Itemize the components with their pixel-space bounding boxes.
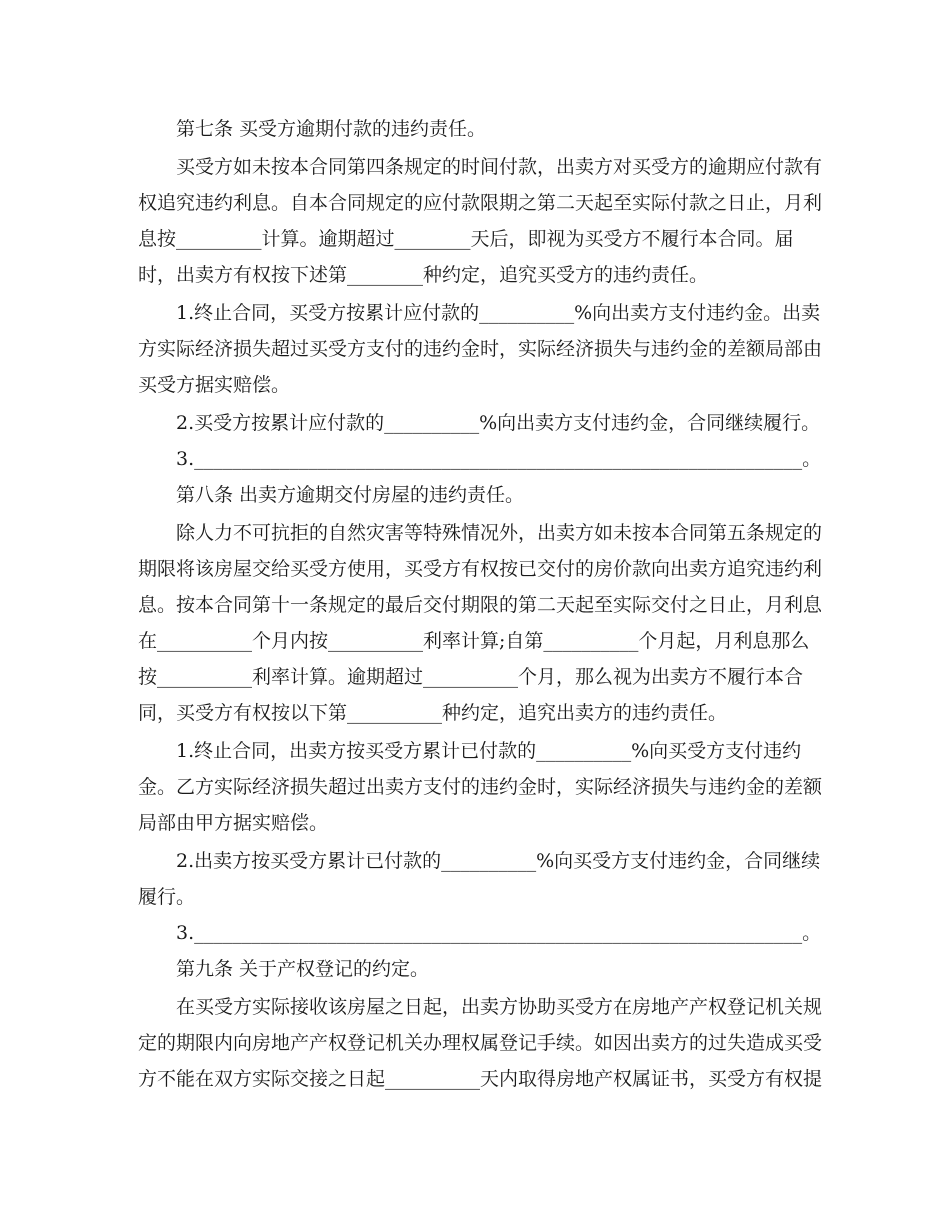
article-8-para-1-line-2: 期限将该房屋交给买受方使用，买受方有权按已交付的房价款向出卖方追究违约利 xyxy=(138,558,823,580)
article-8-item-3: 3.________________________________________________________________。 xyxy=(176,922,822,944)
article-8-heading: 第八条 出卖方逾期交付房屋的违约责任。 xyxy=(176,484,525,506)
article-7-heading: 第七条 买受方逾期付款的违约责任。 xyxy=(176,118,487,140)
article-9-para-1-line-2: 定的期限内向房地产产权登记机关办理权属登记手续。如因出卖方的过失造成买受 xyxy=(138,1032,823,1054)
article-7-para-1-line-4: 时，出卖方有权按下述第________种约定，追究买受方的违约责任。 xyxy=(138,264,709,286)
article-9-heading: 第九条 关于产权登记的约定。 xyxy=(176,958,430,980)
article-7-item-1-line-1: 1.终止合同，买受方按累计应付款的__________%向出卖方支付违约金。出卖 xyxy=(176,302,821,324)
article-8-item-1-line-2: 金。乙方实际经济损失超过出卖方支付的违约金时，实际经济损失与违约金的差额 xyxy=(138,776,823,798)
article-8-para-1-line-6: 同，买受方有权按以下第__________种约定，追究出卖方的违约责任。 xyxy=(138,702,728,724)
article-9-para-1-line-3: 方不能在双方实际交接之日起__________天内取得房地产权属证书，买受方有权提 xyxy=(138,1068,823,1090)
article-8-para-1-line-4: 在__________个月内按__________利率计算;自第__________个月起，月利息那么 xyxy=(138,630,810,652)
article-7-item-1-line-2: 方实际经济损失超过买受方支付的违约金时，实际经济损失与违约金的差额局部由 xyxy=(138,338,823,360)
article-7-para-1-line-2: 权追究违约利息。自本合同规定的应付款限期之第二天起至实际付款之日止，月利 xyxy=(138,192,823,214)
article-9-para-1-line-1: 在买受方实际接收该房屋之日起，出卖方协助买受方在房地产产权登记机关规 xyxy=(176,996,823,1018)
article-7-item-3: 3.________________________________________________________________。 xyxy=(176,448,822,470)
article-8-item-2-line-1: 2.出卖方按买受方累计已付款的__________%向买受方支付违约金，合同继续 xyxy=(176,850,821,872)
article-8-para-1-line-5: 按__________利率计算。逾期超过__________个月，那么视为出卖方不履行本合 xyxy=(138,666,804,688)
article-7-para-1-line-1: 买受方如未按本合同第四条规定的时间付款，出卖方对买受方的逾期应付款有 xyxy=(176,156,823,178)
article-8-item-1-line-1: 1.终止合同，出卖方按买受方累计已付款的__________%向买受方支付违约 xyxy=(176,740,802,762)
article-8-para-1-line-1: 除人力不可抗拒的自然灾害等特殊情况外，出卖方如未按本合同第五条规定的 xyxy=(176,522,823,544)
article-8-para-1-line-3: 息。按本合同第十一条规定的最后交付期限的第二天起至实际交付之日止，月利息 xyxy=(138,594,823,616)
article-8-item-1-line-3: 局部由甲方据实赔偿。 xyxy=(138,812,329,834)
article-8-item-2-line-2: 履行。 xyxy=(138,886,196,908)
article-7-item-1-line-3: 买受方据实赔偿。 xyxy=(138,374,291,396)
article-7-para-1-line-3: 息按_________计算。逾期超过________天后，即视为买受方不履行本合同。届 xyxy=(138,228,794,250)
article-7-item-2: 2.买受方按累计应付款的__________%向出卖方支付违约金，合同继续履行。 xyxy=(176,412,821,434)
